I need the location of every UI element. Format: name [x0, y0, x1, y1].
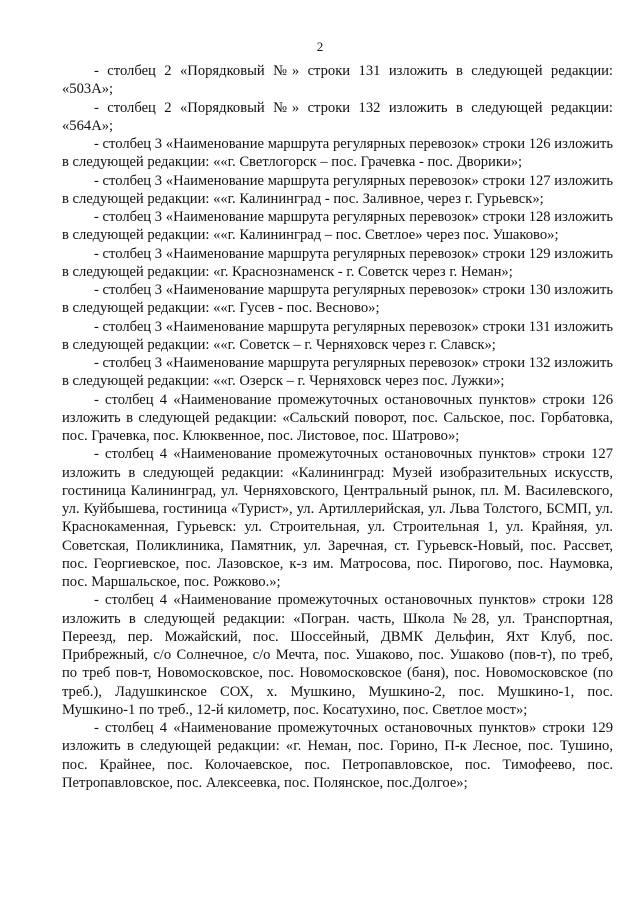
paragraph-route-130: - столбец 3 «Наименование маршрута регулярных перевозок» строки 130 изложить в следующей редакции: ««г. Гусев - пос. Весново»;: [62, 282, 613, 317]
paragraph-route-128: - столбец 3 «Наименование маршрута регулярных перевозок» строки 128 изложить в следующей редакции: ««г. Калининград – пос. Светлое» через пос. Ушаково»;: [62, 209, 613, 244]
paragraph-route-132: - столбец 3 «Наименование маршрута регулярных перевозок» строки 132 изложить в следующей редакции: ««г. Озерск – г. Черняховск через пос. Лужки»;: [62, 355, 613, 390]
paragraph-stops-129: - столбец 4 «Наименование промежуточных остановочных пунктов» строки 129 изложить в следующей редакции: «г. Неман, пос. Горино, П-к Лесное, пос. Тушино, пос. Крайнее, пос. Колочаевское, пос. Петропавловское, пос. Тимофеево, пос. Петропавловское, пос. Алексеевка, пос. Полянское, пос.Долгое»;: [62, 720, 613, 791]
document-body: [62, 62, 613, 792]
paragraph-route-129: - столбец 3 «Наименование маршрута регулярных перевозок» строки 129 изложить в следующей редакции: «г. Краснознаменск - г. Советск через г. Неман»;: [62, 245, 613, 280]
paragraph-stops-128: - столбец 4 «Наименование промежуточных остановочных пунктов» строки 128 изложить в следующей редакции: «Погран. часть, Школа №28, ул. Транспортная, Переезд, пер. Можайский, пос. Шоссейный, ДВМК Дельфин, Яхт Клуб, пос. Прибрежный, с/о Солнечное, с/о Мечта, пос. Ушаково, пос. Ушаково (пов-т), по треб, по треб пов-т, Новомосковское, пос. Новомосковское (баня), пос. Новомосковское (по треб.), Ладушкинское СОХ, х. Мушкино, Мушкино-2, пос. Мушкино-1, пос. Мушкино-1 по треб., 12-й километр, пос. Косатухино, пос. Светлое мост»;: [62, 592, 613, 718]
paragraph-serial-131: - столбец 2 «Порядковый №» строки 131 изложить в следующей редакции: «503А»;: [62, 63, 613, 98]
paragraph-route-127: - столбец 3 «Наименование маршрута регулярных перевозок» строки 127 изложить в следующей редакции: ««г. Калининград - пос. Заливное, через г. Гурьевск»;: [62, 172, 613, 207]
paragraph-stops-126: - столбец 4 «Наименование промежуточных остановочных пунктов» строки 126 изложить в следующей редакции: «Сальский поворот, пос. Сальское, пос. Горбатовка, пос. Грачевка, пос. Клюквенное, пос. Листовое, пос. Шатрово»;: [62, 391, 613, 444]
page-number: 2: [316, 39, 324, 54]
paragraph-route-131: - столбец 3 «Наименование маршрута регулярных перевозок» строки 131 изложить в следующей редакции: ««г. Советск – г. Черняховск через г. Славск»;: [62, 318, 613, 353]
paragraph-serial-132: - столбец 2 «Порядковый №» строки 132 изложить в следующей редакции: «564А»;: [62, 99, 613, 134]
paragraph-route-126: - столбец 3 «Наименование маршрута регулярных перевозок» строки 126 изложить в следующей редакции: ««г. Светлогорск – пос. Грачевка - пос. Дворики»;: [62, 136, 613, 171]
paragraph-stops-127: - столбец 4 «Наименование промежуточных остановочных пунктов» строки 127 изложить в следующей редакции: «Калининград: Музей изобразительных искусств, гостиница Калининград, ул. Черняховского, Центральный рынок, пл. М. Василевского, ул. Куйбышева, гостиница «Турист», ул. Артиллерийская, ул. Льва Толстого, БСМП, ул. Краснокаменная, Гурьевск: ул. Строительная, ул. Строительная 1, ул. Крайняя, ул. Советская, Поликлиника, Памятник, ул. Заречная, ст. Гурьевск-Новый, пос. Рассвет, пос. Георгиевское, пос. Лазовское, к-з им. Матросова, пос. Пирогово, пос. Наумовка, пос. Маршальское, пос. Рожково.»;: [62, 446, 613, 590]
